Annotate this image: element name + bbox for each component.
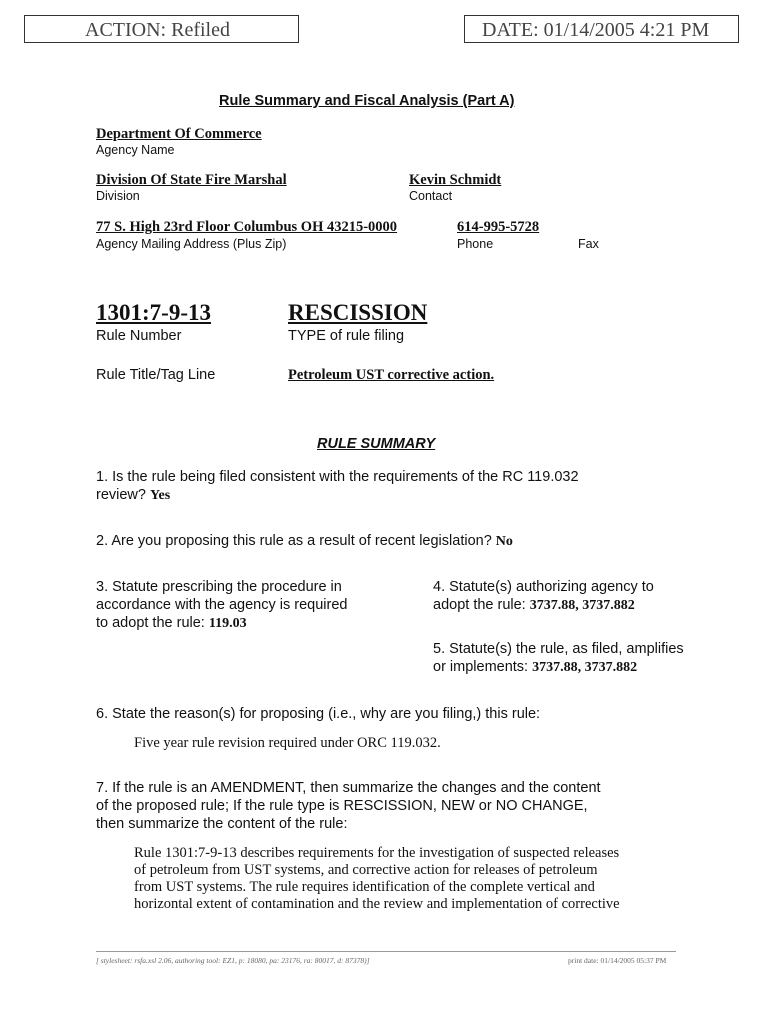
question-4-line2 — [433, 596, 654, 615]
division-label: Division — [96, 189, 140, 203]
question-5 — [433, 640, 684, 677]
footer-print-date: print date: 01/14/2005 05:37 PM — [568, 956, 667, 965]
question-7-answer-line: horizontal extent of contamination and the review and implementation of corrective — [134, 896, 620, 912]
question-3-line1: 3. Statute prescribing the procedure in — [96, 579, 342, 595]
phone-label: Phone — [457, 237, 494, 251]
footer-rule — [96, 951, 676, 952]
question-7-answer-line: from UST systems. The rule requires identification of the complete vertical and — [134, 879, 595, 895]
question-1-line1: 1. Is the rule being filed consistent with the requirements of the RC 119.032 — [96, 469, 579, 485]
question-3-answer: 119.03 — [208, 616, 247, 631]
mailing-address-label: Agency Mailing Address (Plus Zip) — [96, 237, 287, 251]
question-1-text: review? — [96, 487, 146, 503]
question-7 — [96, 779, 601, 833]
rule-number-label: Rule Number — [96, 328, 182, 344]
question-2-text: 2. Are you proposing this rule as a result of recent legislation? — [96, 533, 492, 549]
question-1 — [96, 468, 579, 505]
rule-type: RESCISSION — [288, 300, 428, 325]
question-3 — [96, 578, 347, 633]
rule-number: 1301:7-9-13 — [96, 300, 211, 325]
question-5-line2 — [433, 658, 684, 677]
question-2 — [96, 532, 513, 551]
question-4 — [433, 578, 654, 615]
rule-title-label: Rule Title/Tag Line — [96, 367, 216, 383]
page-title: Rule Summary and Fiscal Analysis (Part A) — [219, 93, 515, 109]
question-4-text: adopt the rule: — [433, 597, 526, 613]
question-5-text: or implements: — [433, 659, 529, 675]
phone-number: 614-995-5728 — [457, 219, 540, 235]
footer-stylesheet-info: [ stylesheet: rsfa.xsl 2.06, authoring tool: EZ1, p: 18080, pa: 23176, ra: 80017, d: 87378)] — [96, 956, 370, 965]
question-7-line3: then summarize the content of the rule: — [96, 816, 348, 832]
question-7-line2: of the proposed rule; If the rule type is RESCISSION, NEW or NO CHANGE, — [96, 798, 588, 814]
agency-name-label: Agency Name — [96, 143, 175, 157]
action-label: ACTION: Refiled — [85, 19, 230, 41]
mailing-address: 77 S. High 23rd Floor Columbus OH 43215-0000 — [96, 219, 398, 235]
fax-label: Fax — [578, 237, 599, 251]
action-box — [24, 15, 299, 43]
question-2-answer: No — [495, 534, 513, 549]
question-4-answer: 3737.88, 3737.882 — [529, 598, 635, 613]
agency-name: Department Of Commerce — [96, 126, 262, 142]
question-7-answer-line: Rule 1301:7-9-13 describes requirements for the investigation of suspected releases — [134, 845, 620, 861]
question-5-answer: 3737.88, 3737.882 — [532, 660, 638, 675]
question-4-line1: 4. Statute(s) authorizing agency to — [433, 579, 654, 595]
question-3-line2: accordance with the agency is required — [96, 597, 348, 613]
question-3-text: to adopt the rule: — [96, 615, 205, 631]
rule-type-label: TYPE of rule filing — [288, 328, 405, 344]
question-1-line2 — [96, 486, 579, 505]
question-6: 6. State the reason(s) for proposing (i.e., why are you filing,) this rule: — [96, 706, 541, 722]
date-box — [464, 15, 739, 43]
rule-title: Petroleum UST corrective action. — [288, 367, 495, 383]
contact-label: Contact — [409, 189, 453, 203]
question-7-line1: 7. If the rule is an AMENDMENT, then summarize the changes and the content — [96, 780, 601, 796]
rule-summary-heading: RULE SUMMARY — [317, 436, 436, 452]
question-7-answer — [134, 845, 620, 913]
contact-name: Kevin Schmidt — [409, 172, 502, 188]
question-6-answer: Five year rule revision required under ORC 119.032. — [134, 735, 441, 751]
date-label: DATE: 01/14/2005 4:21 PM — [482, 19, 710, 41]
question-7-answer-line: of petroleum from UST systems, and corrective action for releases of petroleum — [134, 862, 598, 878]
division-name: Division Of State Fire Marshal — [96, 172, 287, 188]
question-3-line3 — [96, 614, 347, 633]
question-5-line1: 5. Statute(s) the rule, as filed, amplifies — [433, 641, 684, 657]
question-1-answer: Yes — [150, 488, 171, 503]
